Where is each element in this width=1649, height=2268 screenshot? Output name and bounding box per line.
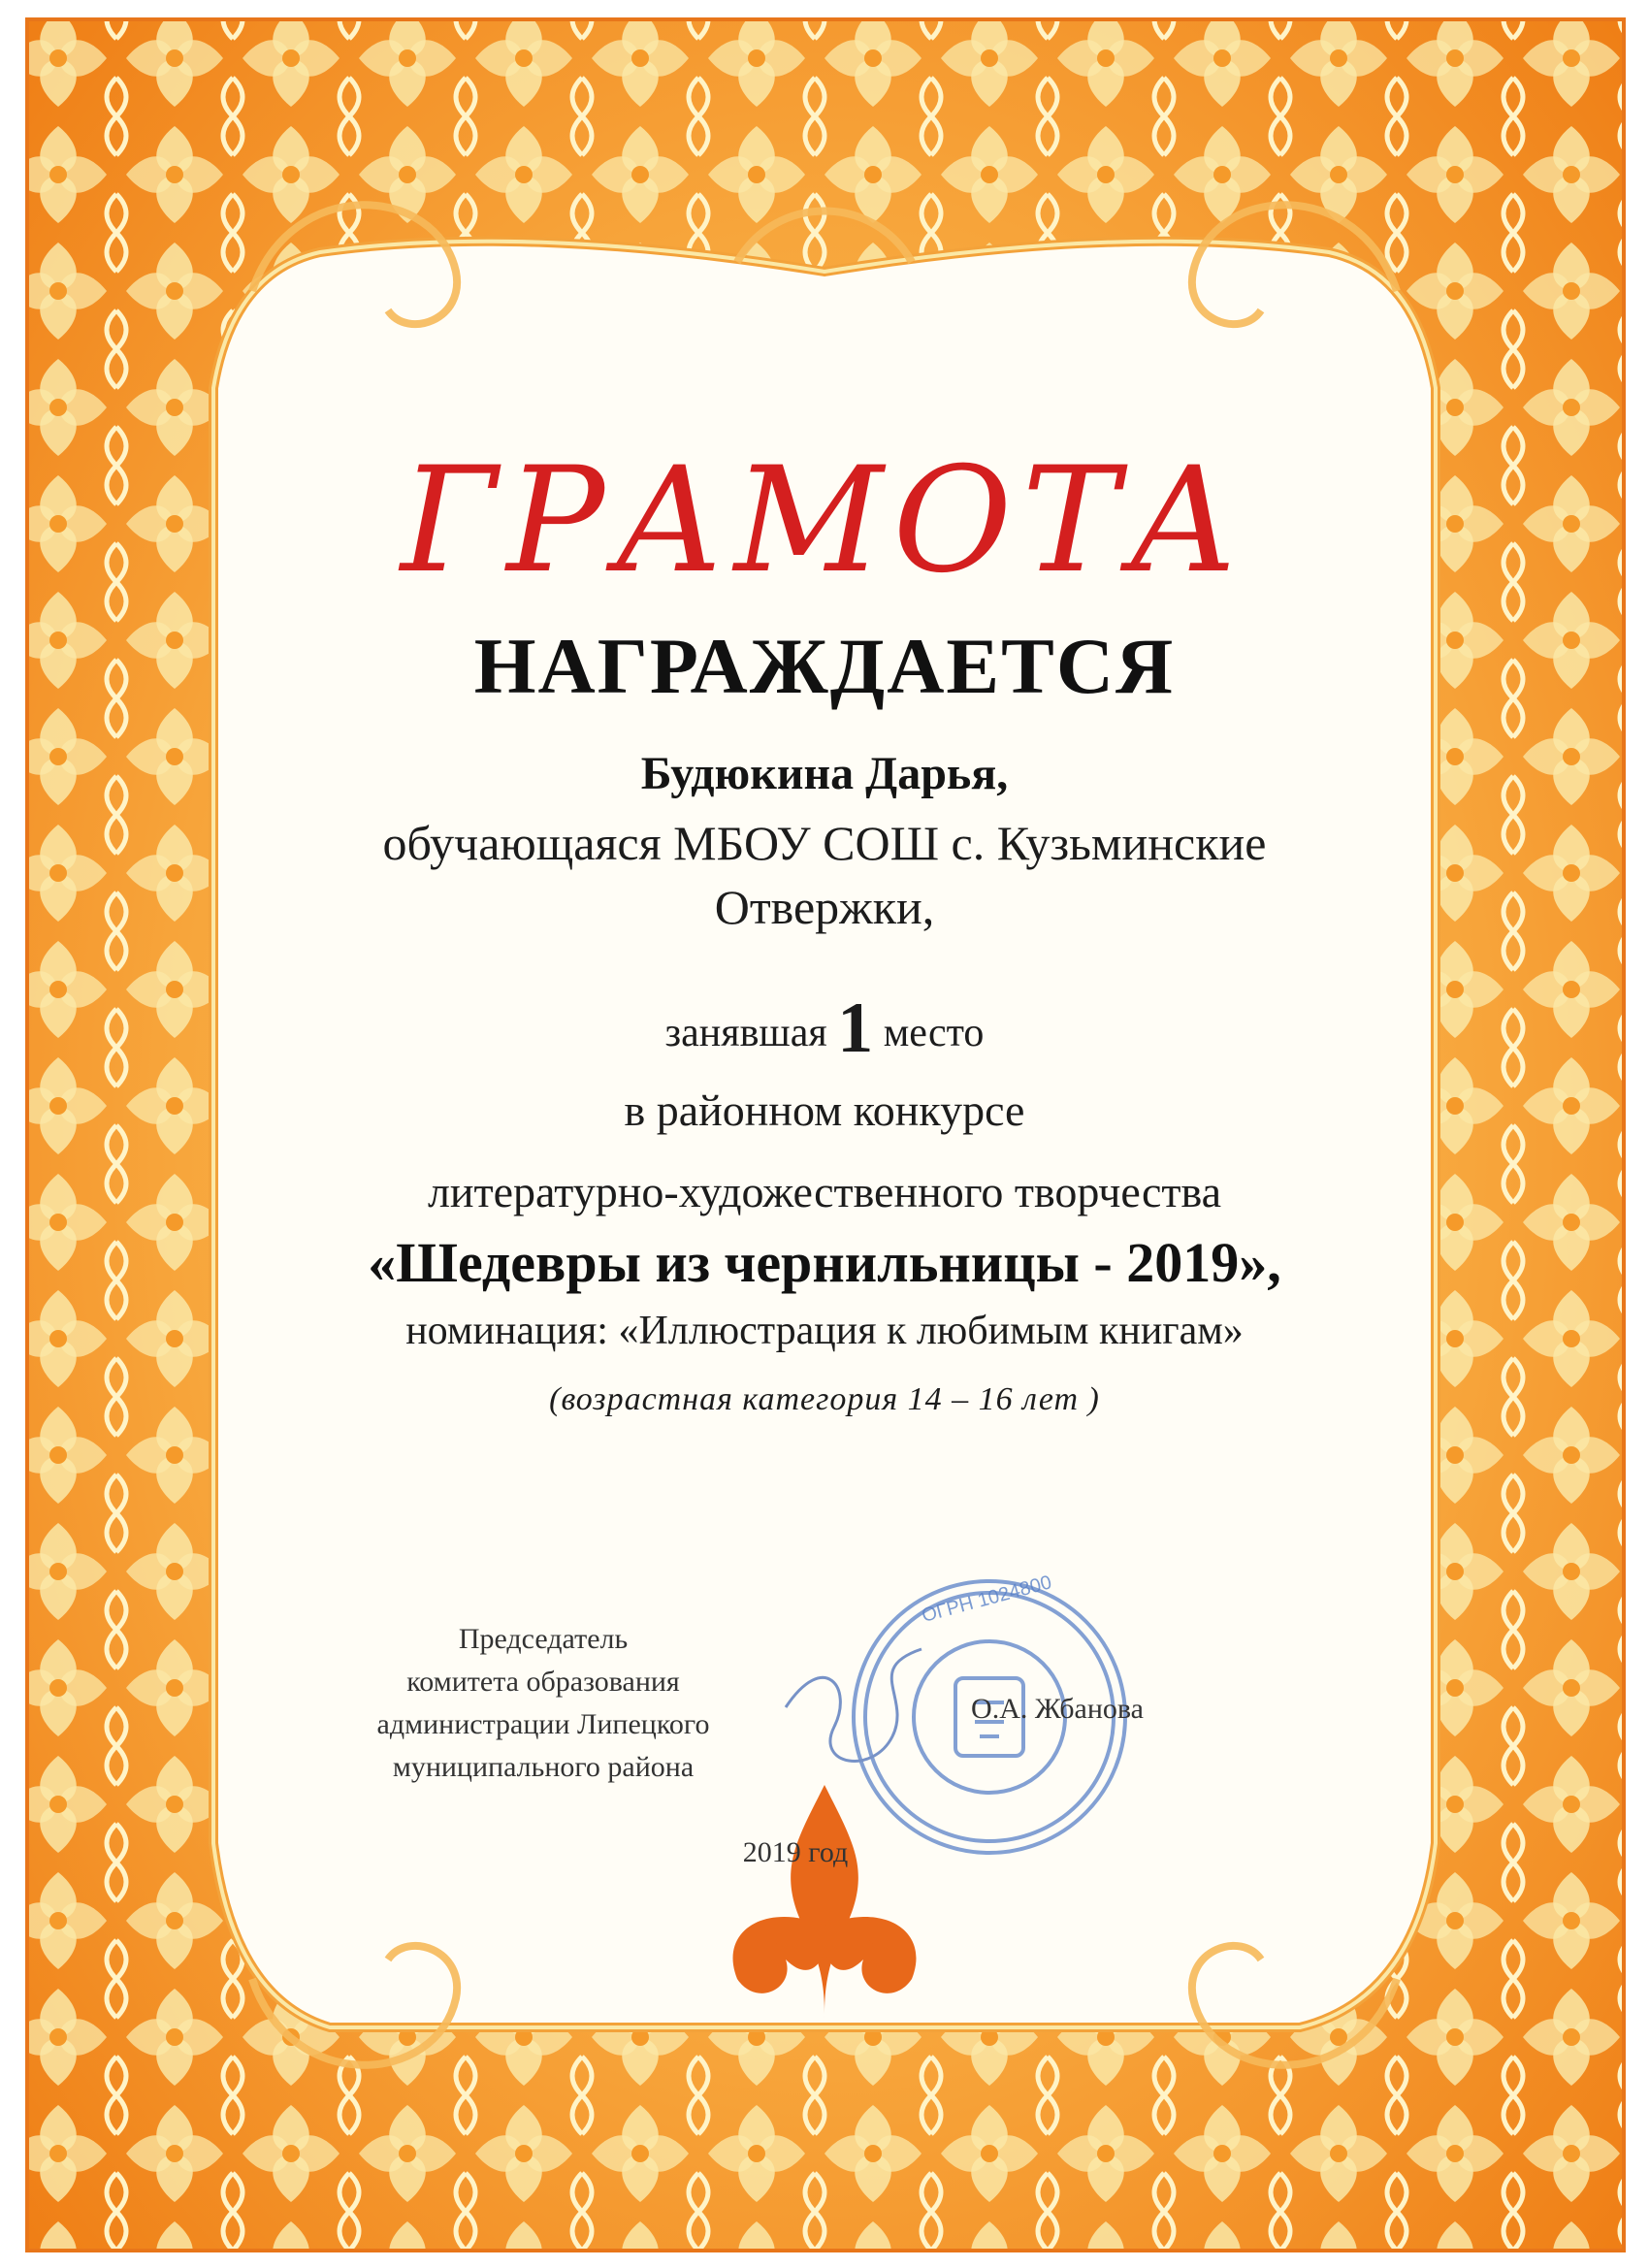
issue-year: 2019 год xyxy=(742,1836,849,1868)
nomination: номинация: «Иллюстрация к любимым книгам» xyxy=(405,1309,1244,1353)
signer-position-line: Председатель xyxy=(458,1623,629,1655)
signer-position xyxy=(369,1618,718,1789)
stamp-ogrn: ОГРН 1024800 xyxy=(919,1571,1054,1627)
place-suffix: место xyxy=(883,1011,985,1055)
awarded-heading: НАГРАЖДАЕТСЯ xyxy=(473,622,1176,710)
place-prefix: занявшая xyxy=(664,1011,827,1055)
contest-name: «Шедевры из чернильницы - 2019», xyxy=(368,1231,1281,1294)
school-line-2: Отвержки, xyxy=(714,880,935,934)
school-line-1: обучающаяся МБОУ СОШ с. Кузьминские xyxy=(382,816,1267,870)
age-category: (возрастная категория 14 – 16 лет ) xyxy=(549,1381,1100,1417)
signer-position-line: администрации Липецкого xyxy=(376,1708,710,1740)
signer-position-line: муниципального района xyxy=(392,1751,695,1783)
signer-position-line: комитета образования xyxy=(406,1666,680,1698)
place-number: 1 xyxy=(837,988,874,1068)
place-line xyxy=(0,988,1649,1070)
signer-name: О.А. Жбанова xyxy=(971,1693,1144,1725)
recipient-name: Будюкина Дарья, xyxy=(640,748,1009,799)
contest-line-1: в районном конкурсе xyxy=(624,1085,1025,1135)
contest-line-2: литературно-художественного творчества xyxy=(427,1167,1222,1216)
certificate-title: ГРАМОТА xyxy=(400,437,1249,605)
